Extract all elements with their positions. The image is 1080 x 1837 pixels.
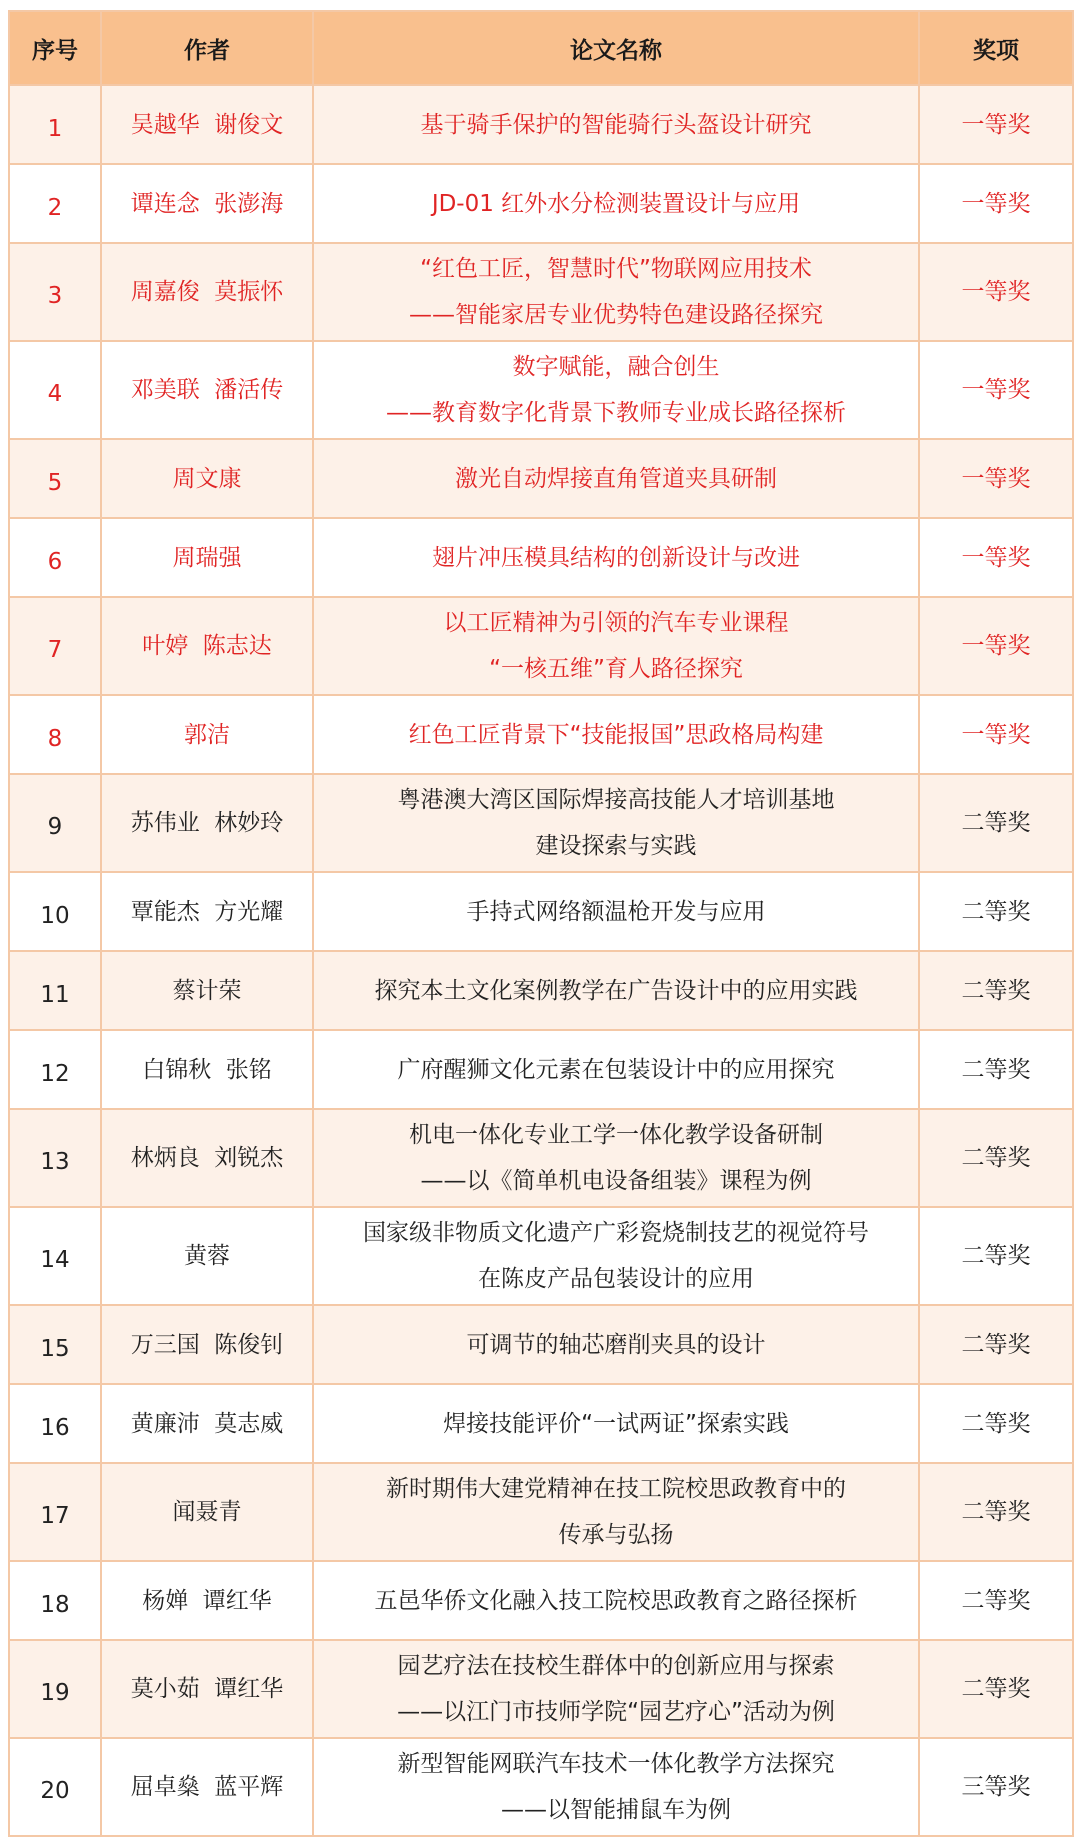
table-row xyxy=(9,85,1073,164)
table-body xyxy=(9,85,1073,1836)
paper-title-line: 传承与弘扬 xyxy=(558,1522,674,1548)
row-number: 13 xyxy=(9,1109,101,1207)
header-award: 奖项 xyxy=(919,11,1073,85)
row-award: 二等奖 xyxy=(919,1640,1073,1738)
row-paper-title xyxy=(313,1109,919,1207)
row-number: 16 xyxy=(9,1384,101,1463)
row-paper-title xyxy=(313,1463,919,1561)
table-row xyxy=(9,872,1073,951)
paper-title-line: ——以智能捕鼠车为例 xyxy=(501,1797,731,1823)
paper-title-line: “一核五维”育人路径探究 xyxy=(489,656,743,682)
row-authors: 黄蓉 xyxy=(101,1207,313,1305)
row-paper-title xyxy=(313,85,919,164)
row-award: 一等奖 xyxy=(919,85,1073,164)
row-number: 8 xyxy=(9,695,101,774)
paper-title-line: 基于骑手保护的智能骑行头盔设计研究 xyxy=(420,111,812,138)
row-number: 19 xyxy=(9,1640,101,1738)
row-authors: 万三国 陈俊钊 xyxy=(101,1305,313,1384)
row-award: 一等奖 xyxy=(919,243,1073,341)
row-number: 17 xyxy=(9,1463,101,1561)
row-number: 3 xyxy=(9,243,101,341)
row-authors: 闻聂青 xyxy=(101,1463,313,1561)
table-row xyxy=(9,518,1073,597)
row-paper-title xyxy=(313,518,919,597)
table-row xyxy=(9,1463,1073,1561)
row-authors: 邓美联 潘活传 xyxy=(101,341,313,439)
row-award: 一等奖 xyxy=(919,439,1073,518)
paper-title-line: 焊接技能评价“一试两证”探索实践 xyxy=(443,1410,789,1437)
table-row xyxy=(9,1561,1073,1640)
table-row xyxy=(9,774,1073,872)
paper-title-line: 新型智能网联汽车技术一体化教学方法探究 xyxy=(397,1751,835,1777)
paper-title-line: 在陈皮产品包装设计的应用 xyxy=(478,1266,754,1292)
table-row xyxy=(9,1384,1073,1463)
row-paper-title xyxy=(313,1305,919,1384)
table-row xyxy=(9,695,1073,774)
paper-title-line: 五邑华侨文化融入技工院校思政教育之路径探析 xyxy=(374,1587,858,1614)
table-row xyxy=(9,243,1073,341)
row-award: 二等奖 xyxy=(919,1109,1073,1207)
row-paper-title xyxy=(313,951,919,1030)
table-row xyxy=(9,1738,1073,1836)
paper-title-line: 新时期伟大建党精神在技工院校思政教育中的 xyxy=(386,1476,846,1502)
row-award: 二等奖 xyxy=(919,1305,1073,1384)
row-number: 7 xyxy=(9,597,101,695)
paper-title-line: 激光自动焊接直角管道夹具研制 xyxy=(455,465,777,492)
row-award: 二等奖 xyxy=(919,774,1073,872)
row-paper-title xyxy=(313,1561,919,1640)
row-paper-title xyxy=(313,243,919,341)
paper-title-line: 机电一体化专业工学一体化教学设备研制 xyxy=(409,1122,823,1148)
row-authors: 苏伟业 林妙玲 xyxy=(101,774,313,872)
paper-title-line: 国家级非物质文化遗产广彩瓷烧制技艺的视觉符号 xyxy=(363,1220,869,1246)
row-award: 二等奖 xyxy=(919,1030,1073,1109)
row-number: 14 xyxy=(9,1207,101,1305)
paper-title-line: 数字赋能，融合创生 xyxy=(512,354,720,380)
row-award: 一等奖 xyxy=(919,341,1073,439)
paper-title-line: ——以江门市技师学院“园艺疗心”活动为例 xyxy=(397,1699,835,1725)
row-number: 10 xyxy=(9,872,101,951)
header-paper-title: 论文名称 xyxy=(313,11,919,85)
row-paper-title xyxy=(313,1207,919,1305)
row-authors: 黄廉沛 莫志威 xyxy=(101,1384,313,1463)
row-number: 9 xyxy=(9,774,101,872)
row-paper-title xyxy=(313,597,919,695)
paper-title-line: 以工匠精神为引领的汽车专业课程 xyxy=(443,610,789,636)
paper-title-line: 红色工匠背景下“技能报国”思政格局构建 xyxy=(408,721,824,748)
row-number: 1 xyxy=(9,85,101,164)
row-authors: 白锦秋 张铭 xyxy=(101,1030,313,1109)
row-authors: 林炳良 刘锐杰 xyxy=(101,1109,313,1207)
row-number: 5 xyxy=(9,439,101,518)
row-award: 一等奖 xyxy=(919,518,1073,597)
paper-title-line: 广府醒狮文化元素在包装设计中的应用探究 xyxy=(397,1056,835,1083)
row-number: 11 xyxy=(9,951,101,1030)
row-authors: 周文康 xyxy=(101,439,313,518)
row-number: 20 xyxy=(9,1738,101,1836)
paper-title-line: “红色工匠，智慧时代”物联网应用技术 xyxy=(420,256,812,282)
table-row xyxy=(9,597,1073,695)
row-authors: 莫小茹 谭红华 xyxy=(101,1640,313,1738)
row-award: 二等奖 xyxy=(919,1384,1073,1463)
table-row xyxy=(9,341,1073,439)
table-row xyxy=(9,164,1073,243)
header-authors: 作者 xyxy=(101,11,313,85)
table-row xyxy=(9,1207,1073,1305)
table-row xyxy=(9,439,1073,518)
paper-title-line: 翅片冲压模具结构的创新设计与改进 xyxy=(432,544,800,571)
row-award: 三等奖 xyxy=(919,1738,1073,1836)
row-authors: 周嘉俊 莫振怀 xyxy=(101,243,313,341)
paper-title-line: ——以《简单机电设备组装》课程为例 xyxy=(420,1168,812,1194)
row-authors: 蔡计荣 xyxy=(101,951,313,1030)
row-authors: 周瑞强 xyxy=(101,518,313,597)
row-paper-title xyxy=(313,341,919,439)
row-award: 一等奖 xyxy=(919,695,1073,774)
paper-title-line: 可调节的轴芯磨削夹具的设计 xyxy=(466,1331,766,1358)
paper-title-line: 建设探索与实践 xyxy=(535,833,697,859)
award-table xyxy=(8,10,1074,1837)
row-number: 15 xyxy=(9,1305,101,1384)
row-paper-title xyxy=(313,1640,919,1738)
row-number: 2 xyxy=(9,164,101,243)
row-authors: 郭洁 xyxy=(101,695,313,774)
table-row xyxy=(9,1109,1073,1207)
paper-title-line: ——智能家居专业优势特色建设路径探究 xyxy=(409,302,823,328)
row-authors: 吴越华 谢俊文 xyxy=(101,85,313,164)
paper-title-line: JD-01 红外水分检测装置设计与应用 xyxy=(431,190,801,217)
row-authors: 覃能杰 方光耀 xyxy=(101,872,313,951)
award-table-container xyxy=(8,10,1072,1837)
paper-title-line: 手持式网络额温枪开发与应用 xyxy=(466,898,766,925)
row-number: 18 xyxy=(9,1561,101,1640)
table-row xyxy=(9,1030,1073,1109)
row-award: 二等奖 xyxy=(919,872,1073,951)
table-row xyxy=(9,1640,1073,1738)
row-authors: 杨婵 谭红华 xyxy=(101,1561,313,1640)
row-paper-title xyxy=(313,164,919,243)
row-number: 12 xyxy=(9,1030,101,1109)
row-award: 一等奖 xyxy=(919,597,1073,695)
row-paper-title xyxy=(313,1030,919,1109)
table-header-row xyxy=(9,11,1073,85)
row-award: 二等奖 xyxy=(919,1561,1073,1640)
row-award: 二等奖 xyxy=(919,1463,1073,1561)
paper-title-line: 园艺疗法在技校生群体中的创新应用与探索 xyxy=(397,1653,835,1679)
row-paper-title xyxy=(313,1384,919,1463)
row-paper-title xyxy=(313,1738,919,1836)
table-row xyxy=(9,1305,1073,1384)
row-number: 4 xyxy=(9,341,101,439)
header-number: 序号 xyxy=(9,11,101,85)
row-authors: 谭连念 张澎海 xyxy=(101,164,313,243)
row-award: 二等奖 xyxy=(919,1207,1073,1305)
paper-title-line: 探究本土文化案例教学在广告设计中的应用实践 xyxy=(374,977,858,1004)
row-paper-title xyxy=(313,695,919,774)
row-award: 一等奖 xyxy=(919,164,1073,243)
row-paper-title xyxy=(313,774,919,872)
table-row xyxy=(9,951,1073,1030)
row-authors: 叶婷 陈志达 xyxy=(101,597,313,695)
row-paper-title xyxy=(313,439,919,518)
row-award: 二等奖 xyxy=(919,951,1073,1030)
row-number: 6 xyxy=(9,518,101,597)
paper-title-line: ——教育数字化背景下教师专业成长路径探析 xyxy=(386,400,846,426)
row-paper-title xyxy=(313,872,919,951)
row-authors: 屈卓燊 蓝平辉 xyxy=(101,1738,313,1836)
paper-title-line: 粤港澳大湾区国际焊接高技能人才培训基地 xyxy=(397,787,835,813)
